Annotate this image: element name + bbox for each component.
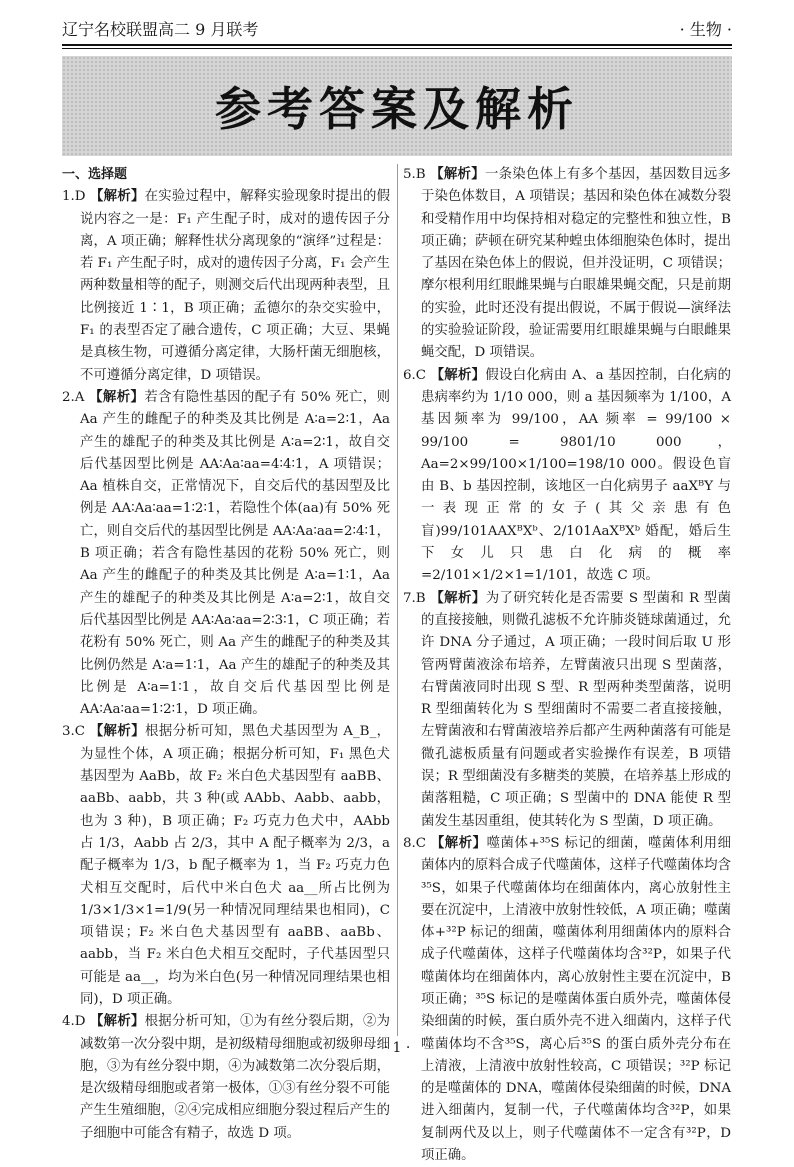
left-column	[62, 164, 390, 1145]
answer-item: 1.D 【解析】在实验过程中，解释实验现象时提出的假说内容之一是：F₁ 产生配子时，成对的遗传因子分离，A 项正确；解释性状分离现象的“演绎”过程是：若 F₁ 产生配子时，成对的遗传因子分离，F₁ 会产生两种数量相等的配子，则测交后代出现两种表型，且比例接近 1∶1，B 项正确；孟德尔的杂交实验中，F₁ 的表型否定了融合遗传，C 项正确；大豆、果蝇是真核生物，可遵循分离定律，大肠杆菌无细胞核，不可遵循分离定律，D 项错误。	[62, 189, 391, 383]
header-rule-thin	[62, 48, 732, 49]
header-rule	[62, 44, 732, 46]
page-header	[62, 12, 732, 40]
answer-item: 5.B 【解析】一条染色体上有多个基因，基因数目远多于染色体数目，A 项错误；基因和染色体在减数分裂和受精作用中均保持相对稳定的完整性和独立性，B 项正确；萨顿在研究某种蝗虫体细胞染色体时，提出了基因在染色体上的假说，但并没证明，C 项错误；摩尔根利用红眼雌果蝇与白眼雄果蝇交配，只是前期的实验，此时还没有提出假说，不属于假说—演绎法的实验验证阶段，验证需要用红眼雄果蝇与白眼雌果蝇交配，D 项错误。	[403, 167, 732, 361]
section-title: 一、选择题	[62, 167, 128, 182]
answer-item: 8.C 【解析】噬菌体+³⁵S 标记的细菌，噬菌体利用细菌体内的原料合成子代噬菌体，这样子代噬菌体均含³⁵S，如果子代噬菌体均在细菌体内，离心放射性主要在沉淀中，上清液中放射性较低，A 项正确；噬菌体+³²P 标记的细菌，噬菌体利用细菌体内的原料合成子代噬菌体，这样子代噬菌体均含³²P，如果子代噬菌体均在细菌体内，离心放射性主要在沉淀中，B 项正确；³⁵S 标记的是噬菌体蛋白质外壳，噬菌体侵染细菌的时候，蛋白质外壳不进入细菌内，这样子代噬菌体均不含³⁵S，离心后³⁵S 的蛋白质外壳分布在上清液，上清液中放射性较高，C 项错误；³²P 标记的是噬菌体的 DNA，噬菌体侵染细菌的时候，DNA 进入细菌内，复制一代，子代噬菌体均含³²P，如果复制两代及以上，则子代噬菌体不一定含有³²P，D 项正确。	[403, 835, 732, 1164]
banner-title: 参考答案及解析	[215, 82, 579, 136]
answer-item: 4.D 【解析】根据分析可知，①为有丝分裂后期，②为减数第一次分裂中期，是初级精母细胞或初级卵母细胞，③为有丝分裂中期，④为减数第二次分裂后期，是次级精母细胞或者第一极体，①③有丝分裂不可能产生生殖细胞，②④完成相应细胞分裂过程后产生的子细胞中可能含有精子，故选 D 项。	[62, 1014, 391, 1141]
right-column	[403, 164, 731, 1167]
answer-item: 7.B 【解析】为了研究转化是否需要 S 型菌和 R 型菌的直接接触，则微孔滤板不允许肺炎链球菌通过，允许 DNA 分子通过，A 项正确；一段时间后取 U 形管两臂菌液涂布培养，左臂菌液只出现 S 型菌落，右臂菌液同时出现 S 型、R 型两种类型菌落，说明 R 型细菌转化为 S 型细菌时不需要二者直接接触，左臂菌液和右臂菌液培养后都产生两种菌落有可能是微孔滤板质量有问题或者实验操作有误差，B 项错误；R 型细菌没有多糖类的荚膜，在培养基上形成的菌落粗糙，C 项正确；S 型菌中的 DNA 能使 R 型菌发生基因重组，使其转化为 S 型菌，D 项正确。	[403, 590, 732, 829]
page-number: · 1 ·	[383, 1040, 411, 1056]
answer-item: 3.C 【解析】根据分析可知，黑色犬基因型为 A_B_，为显性个体，A 项正确；根据分析可知，F₁ 黑色犬基因型为 AaBb，故 F₂ 米白色犬基因型有 aaBB、aaBb、aabb，共 3 种(或 AAbb、Aabb、aabb，也为 3 种)，B 项正确；F₂ 巧克力色犬中，AAbb 占 1/3，Aabb 占 2/3，其中 A 配子概率为 2/3，a 配子概率为 1/3，b 配子概率为 1，当 F₂ 巧克力色犬相互交配时，后代中米白色犬 aa__所占比例为 1/3×1/3×1=1/9(另一种情况同理结果也相同)，C 项错误；F₂ 米白色犬基因型有 aaBB、aaBb、aabb，当 F₂ 米白色犬相互交配时，子代基因型只可能是 aa__，均为米白色(另一种情况同理结果也相同)，D 项正确。	[62, 724, 391, 1007]
title-banner	[62, 56, 732, 156]
exam-title: 辽宁名校联盟高二 9 月联考	[62, 20, 259, 39]
column-divider	[397, 164, 398, 1036]
subject-label: · 生物 ·	[679, 20, 732, 39]
answer-item: 2.A 【解析】若含有隐性基因的配子有 50% 死亡，则 Aa 产生的雌配子的种类及其比例是 A∶a=2∶1，Aa 产生的雄配子的种类及其比例是 A∶a=2∶1，故自交后代基因型比例是 AA∶Aa∶aa=4∶4∶1，A 项错误；Aa 植株自交，正常情况下，自交后代的基因型及比例是 AA∶Aa∶aa=1∶2∶1，若隐性个体(aa)有 50% 死亡，则自交后代的基因型比例是 AA∶Aa∶aa=2∶4∶1，B 项正确；若含有隐性基因的花粉 50% 死亡，则 Aa 产生的雌配子的种类及其比例是 A∶a=1∶1，Aa 产生的雄配子的种类及其比例是 A∶a=2∶1，故自交后代基因型比例是 AA∶Aa∶aa=2∶3∶1，C 项正确；若花粉有 50% 死亡，则 Aa 产生的雌配子的种类及其比例仍然是 A∶a=1∶1，Aa 产生的雄配子的种类及其比例是 A∶a=1∶1，故自交后代基因型比例是 AA∶Aa∶aa=1∶2∶1，D 项正确。	[62, 389, 390, 718]
answer-item: 6.C 【解析】假设白化病由 A、a 基因控制，白化病的患病率约为 1/10 000，则 a 基因频率为 1/100，A 基因频率为 99/100，AA 频率 = 99/100 × 99/100 = 9801/10 000，Aa=2×99/100×1/100=198/10 000。假设色盲由 B、b 基因控制，该地区一白化病男子 aaXᴮY 与一表现正常的女子(其父亲患有色盲)99/101AAXᴮXᵇ、2/101AaXᴮXᵇ 婚配，婚后生下女儿只患白化病的概率=2/101×1/2×1=1/101，故选 C 项。	[403, 367, 732, 584]
